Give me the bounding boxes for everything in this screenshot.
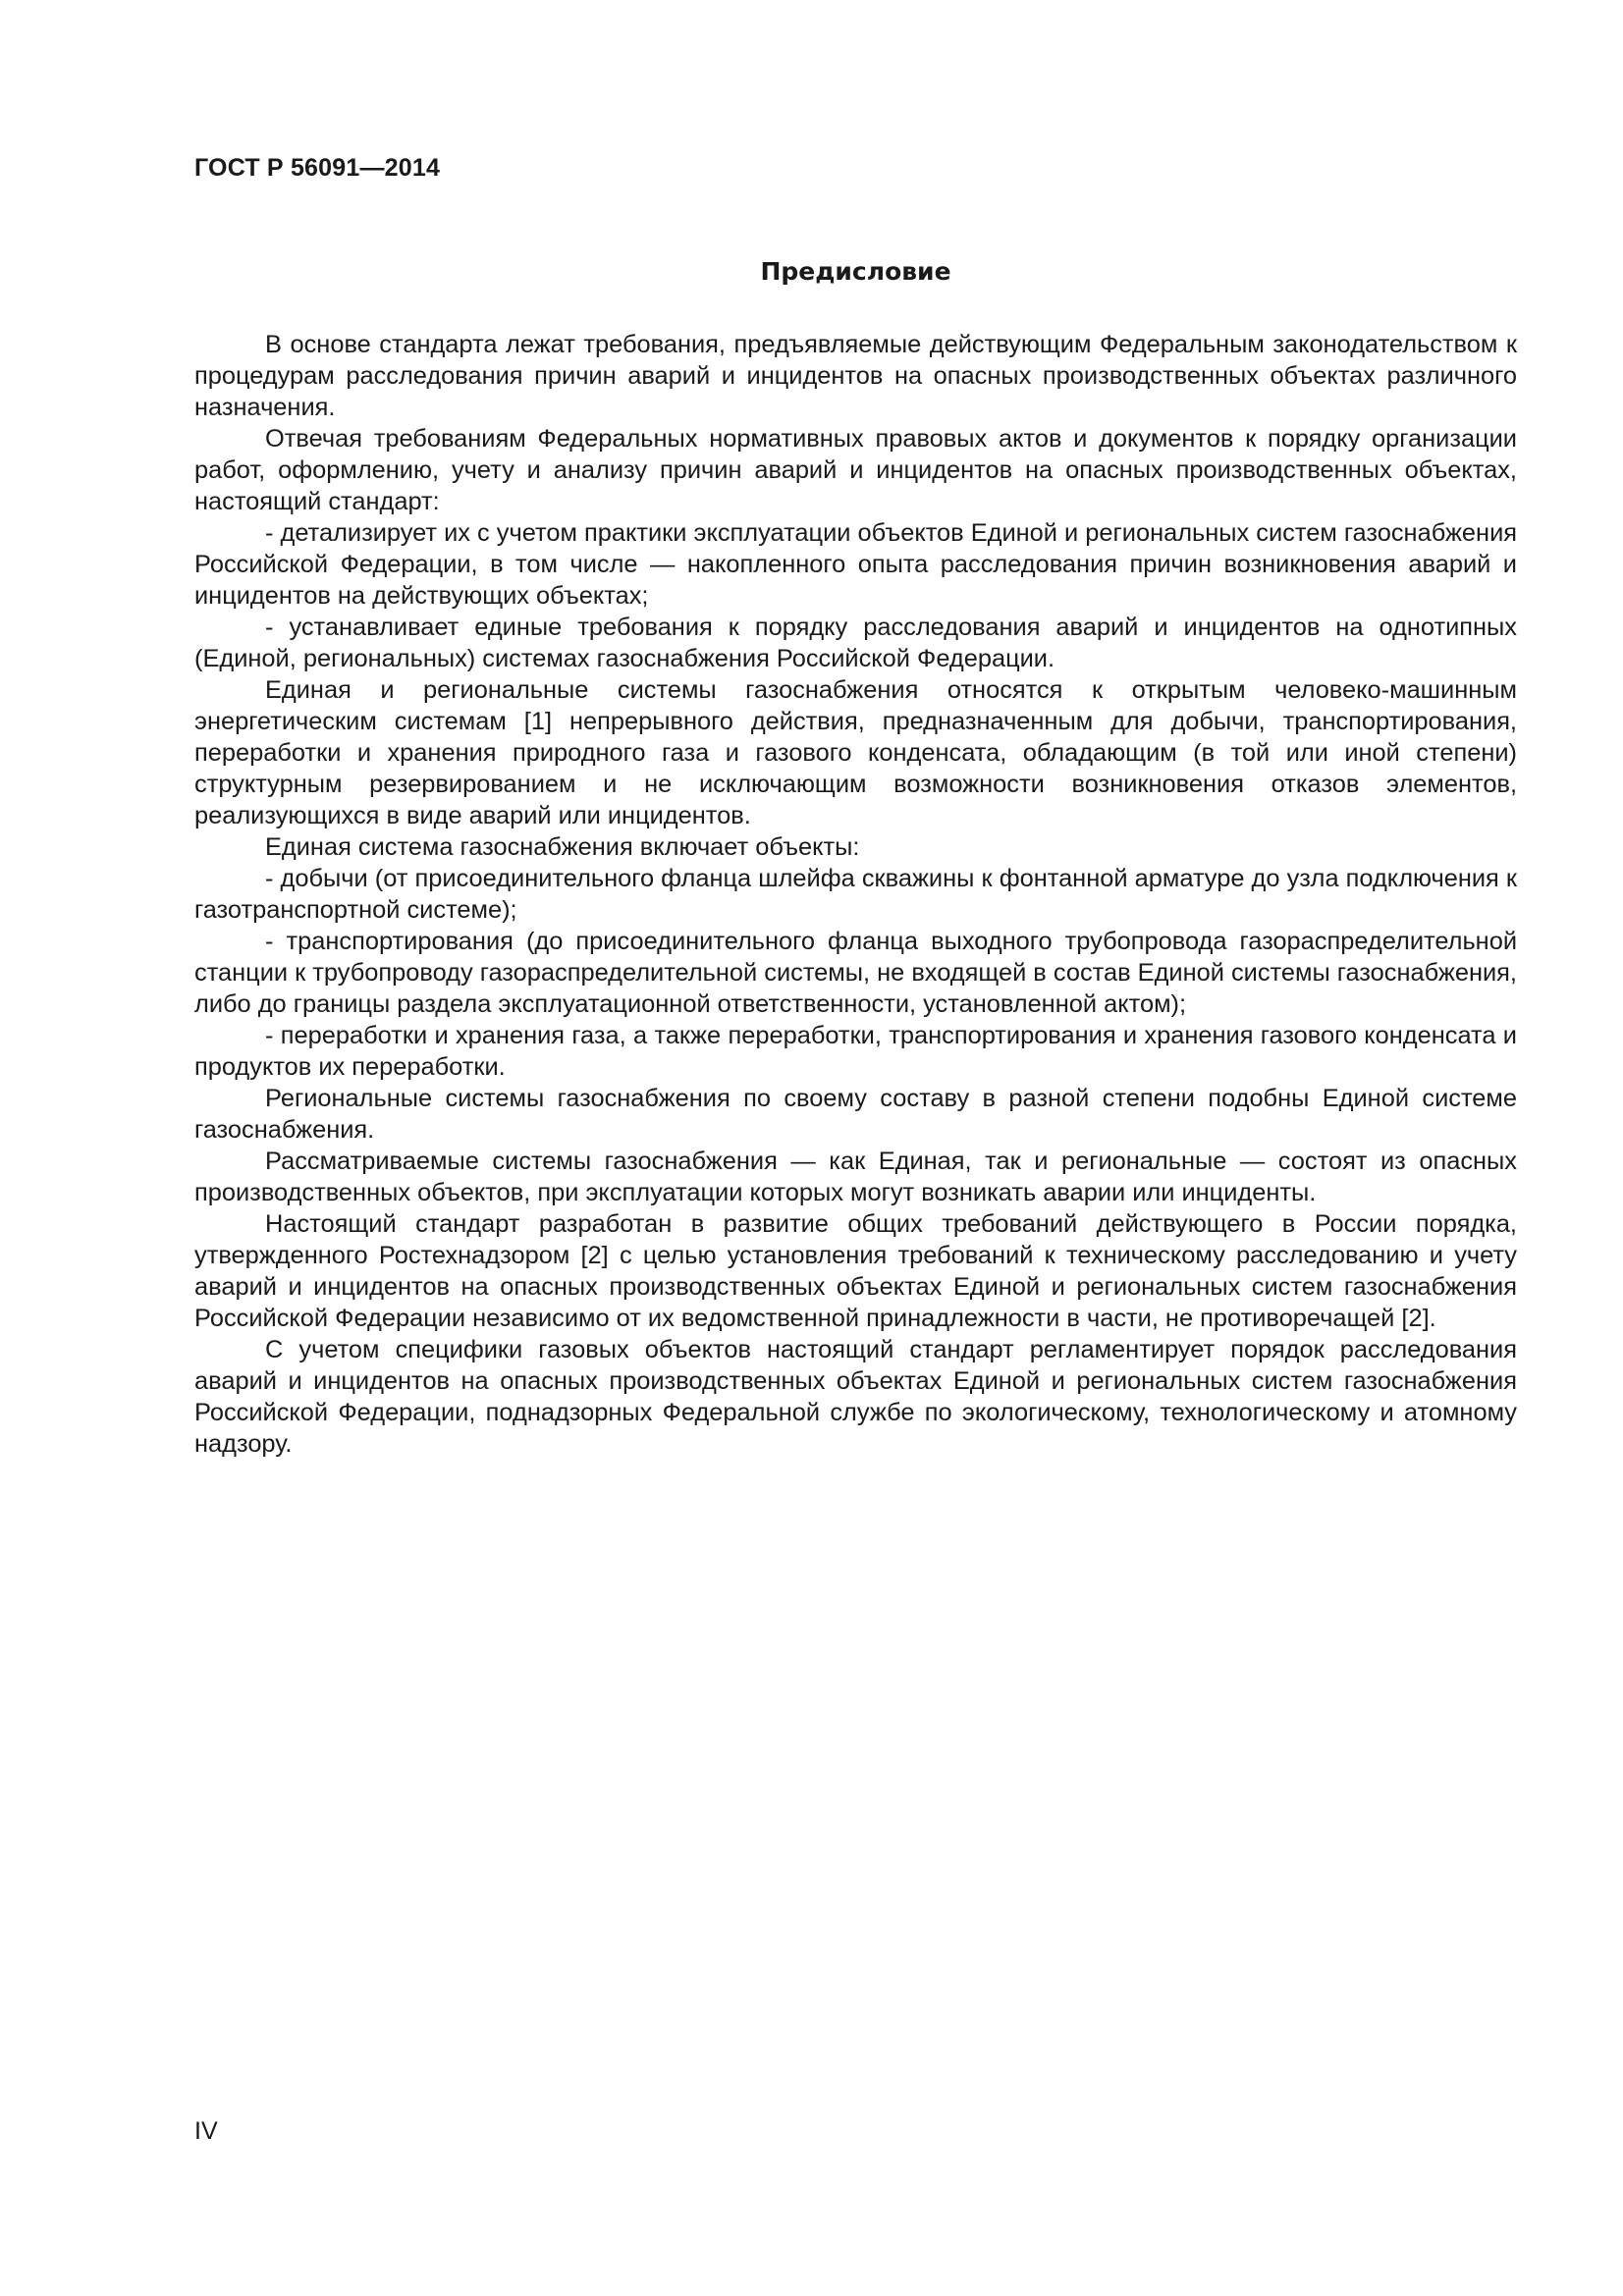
paragraph: Настоящий стандарт разработан в развитие общих требований действующего в России порядка, утвержденного Ростехнадзором [2] с целью установления требований к техническому расследованию и учету аварий и инцидентов на опасных производственных объектах Единой и региональных систем газоснабжения Российской Федерации независимо от их ведомственной принадлежности в части, не противоречащей [2].	[194, 1210, 1517, 1332]
paragraph: Единая и региональные системы газоснабжения относятся к открытым человеко-машинным энергетическим системам [1] непрерывного действия, предназначенным для добычи, транспортирования, переработки и хранения природного газа и газового конденсата, обладающим (в той или иной степени) структурным резервированием и не исключающим возможности возникновения отказов элементов, реализующихся в виде аварий или инцидентов.	[194, 676, 1517, 829]
page-title: Предисловие	[760, 257, 951, 286]
paragraph: Региональные системы газоснабжения по своему составу в разной степени подобны Единой системе газоснабжения.	[194, 1085, 1517, 1144]
page-number: IV	[194, 2117, 218, 2145]
paragraph: Отвечая требованиям Федеральных нормативных правовых актов и документов к порядку организации работ, оформлению, учету и анализу причин аварий и инцидентов на опасных производственных объектах, настоящий стандарт:	[194, 425, 1517, 515]
paragraph: Рассматриваемые системы газоснабжения — как Единая, так и региональные — состоят из опасных производственных объектов, при эксплуатации которых могут возникать аварии или инциденты.	[194, 1148, 1517, 1206]
list-item: - добычи (от присоединительного фланца шлейфа скважины к фонтанной арматуре до узла подключения к газотранспортной системе);	[194, 865, 1517, 924]
list-item: - устанавливает единые требования к порядку расследования аварий и инцидентов на однотипных (Единой, региональных) системах газоснабжения Российской Федерации.	[194, 614, 1517, 672]
paragraph: Единая система газоснабжения включает объекты:	[265, 833, 860, 861]
paragraph: В основе стандарта лежат требования, предъявляемые действующим Федеральным законодательством к процедурам расследования причин аварий и инцидентов на опасных производственных объектах различного назначения.	[194, 331, 1517, 421]
paragraph: С учетом специфики газовых объектов настоящий стандарт регламентирует порядок расследования аварий и инцидентов на опасных производственных объектах Единой и региональных систем газоснабжения Российской Федерации, поднадзорных Федеральной службе по экологическому, технологическому и атомному надзору.	[194, 1336, 1517, 1458]
document-body	[194, 329, 1517, 1460]
document-header: ГОСТ Р 56091—2014	[194, 154, 441, 182]
list-item: - транспортирования (до присоединительного фланца выходного трубопровода газораспределительной станции к трубопроводу газораспределительной системы, не входящей в состав Единой системы газоснабжения, либо до границы раздела эксплуатационной ответственности, установленной актом);	[194, 928, 1517, 1018]
list-item: - детализирует их с учетом практики эксплуатации объектов Единой и региональных систем газоснабжения Российской Федерации, в том числе — накопленного опыта расследования причин возникновения аварий и инцидентов на действующих объектах;	[194, 519, 1518, 610]
list-item: - переработки и хранения газа, а также переработки, транспортирования и хранения газового конденсата и продуктов их переработки.	[194, 1022, 1517, 1081]
